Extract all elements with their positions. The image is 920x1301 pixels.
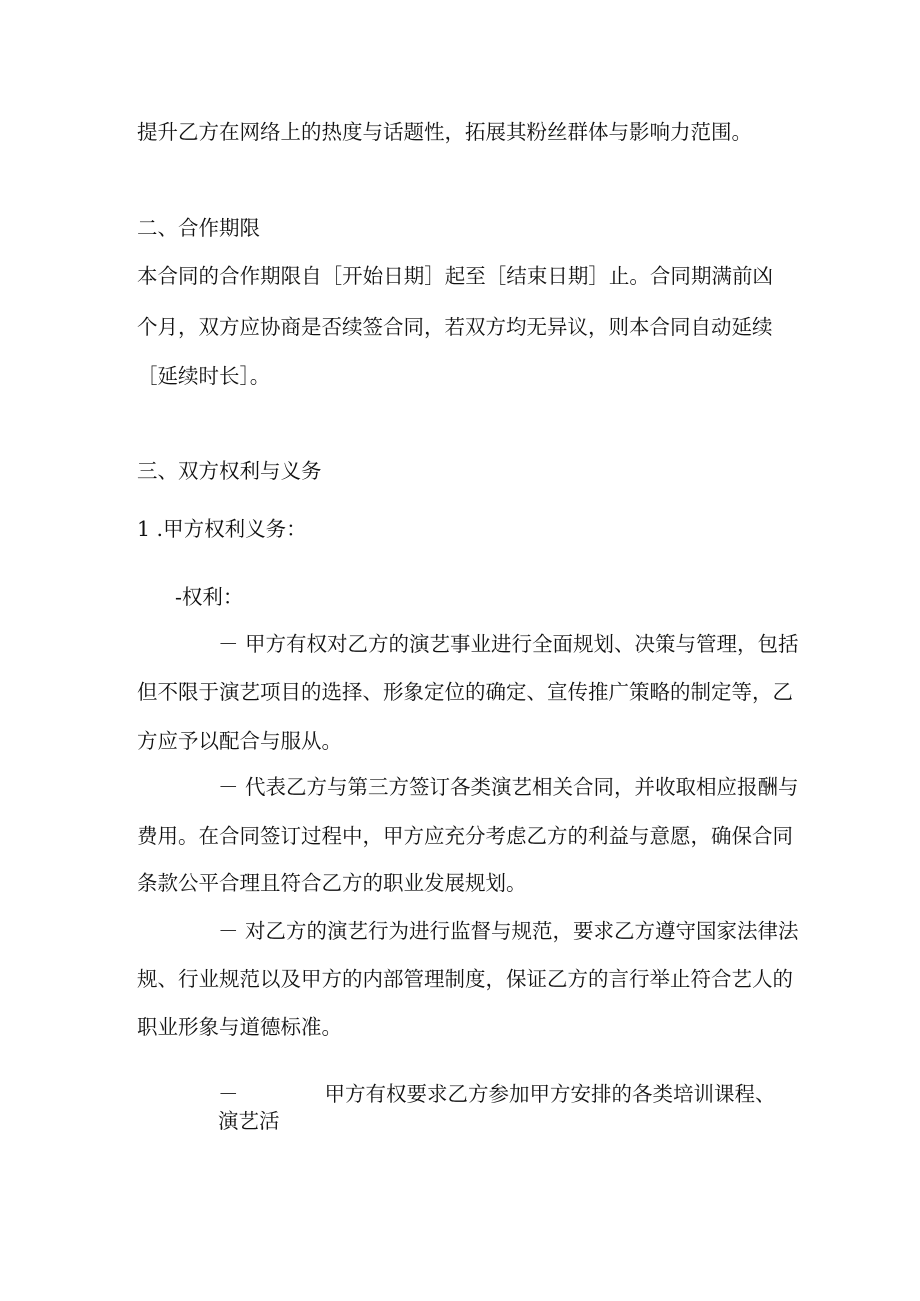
section-2-line-1: 本合同的合作期限自［开始日期］起至［结束日期］止。合同期满前凶: [137, 264, 773, 288]
rights-item-2-line-2: 费用。在合同签订过程中，甲方应充分考虑乙方的利益与意愿，确保合同: [137, 824, 793, 848]
rights-item-3-line-3: 职业形象与道德标准。: [137, 1015, 342, 1039]
rights-item-2-line-1: － 代表乙方与第三方签订各类演艺相关合同，并收取相应报酬与: [218, 775, 799, 799]
intro-line-1: 提升乙方在网络上的热度与话题性，拓展其粉丝群体与影响力范围。: [137, 120, 752, 144]
rights-label: -权利：: [175, 585, 244, 609]
party-a-subheading: 1 .甲方权利义务：: [137, 517, 307, 541]
section-3-heading: 三、双方权利与义务: [137, 459, 322, 483]
rights-item-1-line-3: 方应予以配合与服从。: [137, 729, 342, 753]
rights-item-1-line-1: － 甲方有权对乙方的演艺事业进行全面规划、决策与管理，包括: [218, 632, 799, 656]
rights-item-3-line-1: － 对乙方的演艺行为进行监督与规范，要求乙方遵守国家法律法: [218, 919, 799, 943]
section-2-line-3: ［延续时长］。: [137, 364, 271, 388]
rights-item-3-line-2: 规、行业规范以及甲方的内部管理制度，保证乙方的言行举止符合艺人的: [137, 967, 793, 991]
section-2-heading: 二、合作期限: [137, 216, 260, 240]
rights-item-4-line-1: [218, 1084, 776, 1105]
rights-item-4-dash: －: [218, 1082, 239, 1106]
rights-item-4-text: 甲方有权要求乙方参加甲方安排的各类培训课程、: [324, 1082, 776, 1106]
rights-item-1-line-2: 但不限于演艺项目的选择、形象定位的确定、宣传推广策略的制定等，乙: [137, 680, 793, 704]
rights-item-2-line-3: 条款公平合理且符合乙方的职业发展规划。: [137, 871, 527, 895]
section-2-line-2: 个月，双方应协商是否续签合同，若双方均无异议，则本合同自动延续: [137, 315, 773, 339]
rights-item-4-line-2: 演艺活: [218, 1109, 280, 1133]
